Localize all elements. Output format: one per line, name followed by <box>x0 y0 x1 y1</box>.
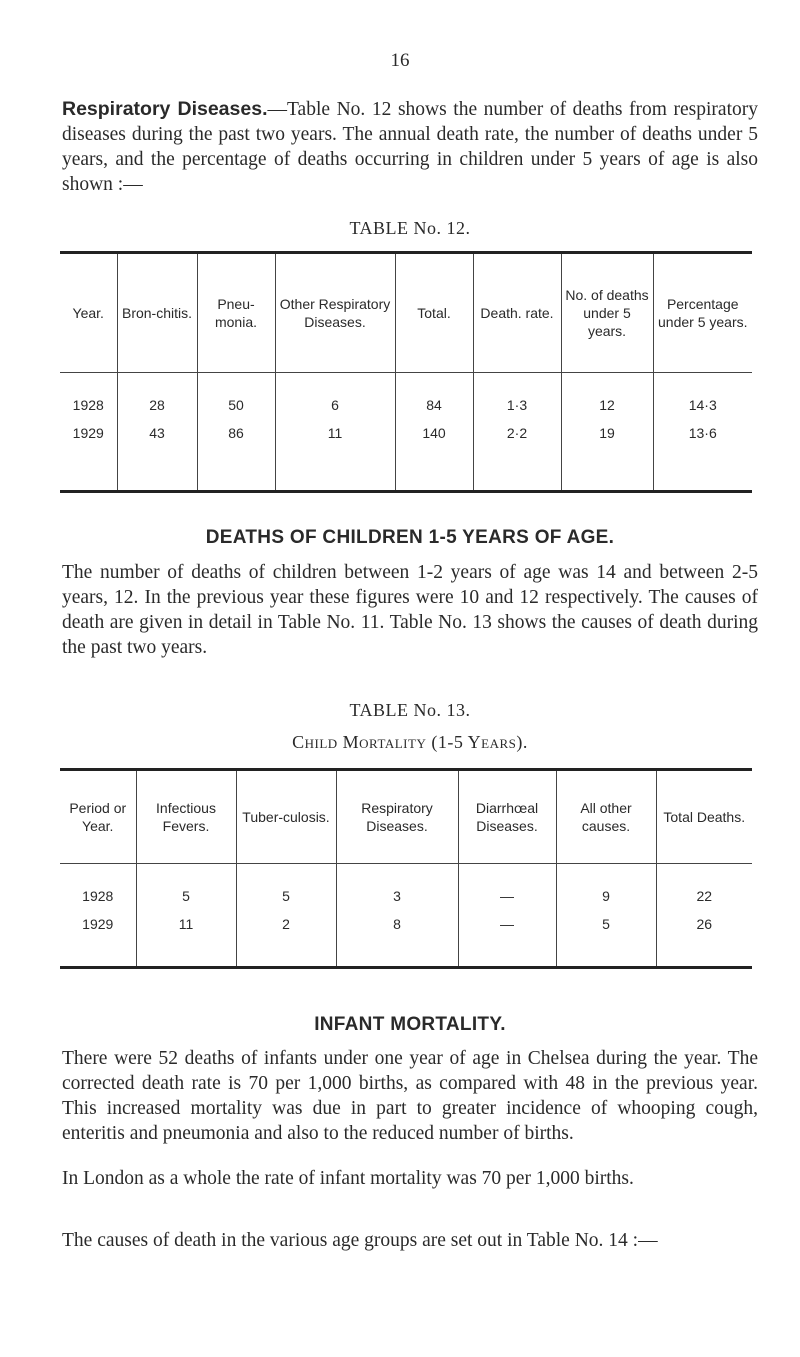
infant-paragraph-2: In London as a whole the rate of infant mortality was 70 per 1,000 births. <box>62 1168 634 1189</box>
respiratory-lead: Respiratory Diseases. <box>62 98 268 120</box>
t12-header-other: Other Respiratory Diseases. <box>275 253 395 373</box>
t13-header-respiratory: Respiratory Diseases. <box>336 770 458 864</box>
table-row <box>60 391 752 419</box>
table-cell: 2·2 <box>473 419 561 447</box>
table-cell: 22 <box>656 882 752 910</box>
t13-header-other: All other causes. <box>556 770 656 864</box>
table-cell: 1929 <box>72 425 104 441</box>
t13-header-diarrhoeal: Diarrhœal Diseases. <box>458 770 556 864</box>
table-cell: 13·6 <box>653 419 752 447</box>
t13-header-total: Total Deaths. <box>656 770 752 864</box>
table-12 <box>60 251 752 493</box>
table-cell: 8 <box>336 910 458 938</box>
table-13-subtitle: Child Mortality (1-5 Years). <box>292 732 528 752</box>
table-cell: 1928 <box>82 888 114 904</box>
table-row <box>60 419 752 447</box>
table-cell: 1·3 <box>473 391 561 419</box>
table-row <box>60 910 752 938</box>
respiratory-paragraph <box>62 97 758 197</box>
table-cell: 26 <box>656 910 752 938</box>
table-cell: — <box>458 910 556 938</box>
table-cell: 19 <box>561 419 653 447</box>
table-cell: 3 <box>336 882 458 910</box>
children-paragraph: The number of deaths of children between 1-2 years of age was 14 and between 2-5 years, 12. In the previous year these figures were 10 and 12 respectively. The causes of death are given in detail in Table No. 11. Table No. 13 shows the causes of death during the past two years. <box>62 562 758 658</box>
t12-header-death-rate: Death. rate. <box>473 253 561 373</box>
t12-header-bronchitis: Bron-chitis. <box>117 253 197 373</box>
t13-header-infectious: Infectious Fevers. <box>136 770 236 864</box>
table-cell: 1929 <box>82 916 114 932</box>
table-12-title: TABLE No. 12. <box>349 218 471 238</box>
table-cell: 86 <box>197 419 275 447</box>
infant-paragraph-3: The causes of death in the various age groups are set out in Table No. 14 :— <box>62 1230 658 1251</box>
table-cell: 5 <box>136 882 236 910</box>
t12-header-year: Year. <box>60 253 117 373</box>
table-13 <box>60 768 752 969</box>
respiratory-text: —Table No. 12 shows the number of deaths from respiratory diseases during the past two years. The annual death rate, the number of deaths under 5 years, and the percentage of deaths occurring in children under 5 years of age is also shown :— <box>62 99 758 195</box>
table-cell: 11 <box>136 910 236 938</box>
t12-header-pneumonia: Pneu-monia. <box>197 253 275 373</box>
table-row <box>60 882 752 910</box>
table-cell: 140 <box>395 419 473 447</box>
page-number: 16 <box>390 50 410 71</box>
table-cell: 14·3 <box>653 391 752 419</box>
infant-heading: INFANT MORTALITY. <box>314 1014 506 1035</box>
children-heading: DEATHS OF CHILDREN 1-5 YEARS OF AGE. <box>205 527 615 548</box>
table-cell: 50 <box>197 391 275 419</box>
table-cell: 5 <box>556 910 656 938</box>
table-cell: 28 <box>117 391 197 419</box>
t12-header-percentage: Percentage under 5 years. <box>653 253 752 373</box>
table-cell: 11 <box>275 419 395 447</box>
table-cell: — <box>458 882 556 910</box>
table-cell: 6 <box>275 391 395 419</box>
t13-header-tuberculosis: Tuber-culosis. <box>236 770 336 864</box>
t12-header-under5: No. of deaths under 5 years. <box>561 253 653 373</box>
table-cell: 84 <box>395 391 473 419</box>
table-13-title: TABLE No. 13. <box>349 700 471 720</box>
t12-header-total: Total. <box>395 253 473 373</box>
table-cell: 1928 <box>72 397 104 413</box>
table-cell: 2 <box>236 910 336 938</box>
table-cell: 5 <box>236 882 336 910</box>
table-cell: 9 <box>556 882 656 910</box>
infant-paragraph-1: There were 52 deaths of infants under one year of age in Chelsea during the year. The corrected death rate is 70 per 1,000 births, as compared with 48 in the previous year. This increased mortality was due in part to greater incidence of whooping cough, enteritis and pneumonia and also to the reduced number of births. <box>62 1048 758 1144</box>
table-cell: 43 <box>117 419 197 447</box>
t13-header-period: Period or Year. <box>60 770 136 864</box>
table-cell: 12 <box>561 391 653 419</box>
